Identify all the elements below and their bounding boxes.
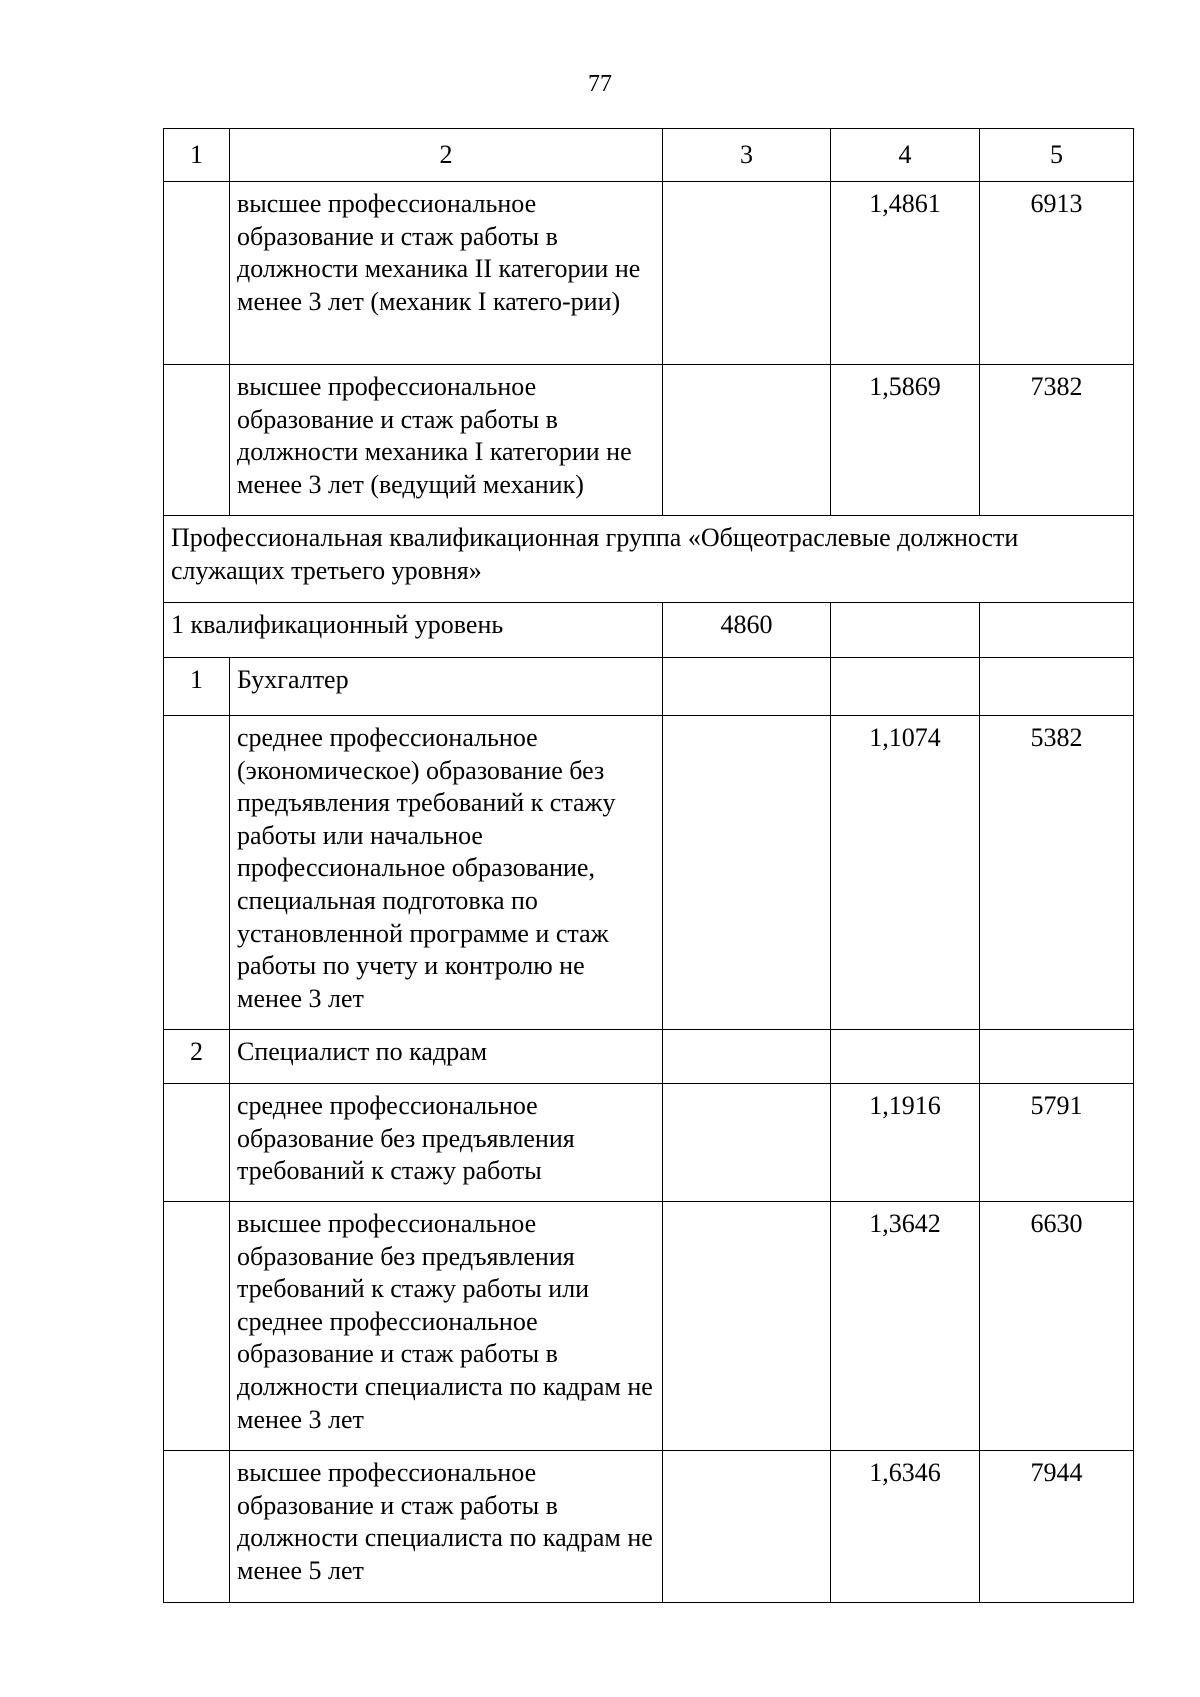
- coefficient-cell: 1,1074: [831, 716, 980, 1030]
- salary-cell: 6630: [980, 1202, 1134, 1451]
- level-row: [164, 603, 1134, 658]
- table-row: [164, 1451, 1134, 1603]
- requirement-cell: среднее профессиональное образование без предъявления требований к стажу работы: [230, 1084, 663, 1202]
- position-number: 1: [164, 658, 230, 716]
- table-row: [164, 716, 1134, 1030]
- position-title: Бухгалтер: [230, 658, 663, 716]
- coefficient-cell: 1,4861: [831, 182, 980, 365]
- group-row: [164, 516, 1134, 603]
- header-cell-4: 4: [831, 129, 980, 182]
- table-row: [164, 182, 1134, 365]
- num-cell: [164, 716, 230, 1030]
- salary-cell: [980, 1030, 1134, 1084]
- requirement-cell: высшее профессиональное образование без предъявления требований к стажу работы или среднее профессиональное образование и стаж работы в должности специалиста по кадрам не менее 3 лет: [230, 1202, 663, 1451]
- num-cell: [164, 1451, 230, 1603]
- salary-cell: 5382: [980, 716, 1134, 1030]
- requirement-cell: высшее профессиональное образование и стаж работы в должности механика I категории не менее 3 лет (ведущий механик): [230, 365, 663, 516]
- base-salary-cell: [663, 182, 831, 365]
- salary-cell: [980, 603, 1134, 658]
- base-salary-cell: [663, 716, 831, 1030]
- table-header-row: [164, 129, 1134, 182]
- salary-cell: [980, 658, 1134, 716]
- table-row: [164, 1084, 1134, 1202]
- requirement-cell: высшее профессиональное образование и стаж работы в должности механика II категории не менее 3 лет (механик I катего-рии): [230, 182, 663, 365]
- coefficient-cell: 1,1916: [831, 1084, 980, 1202]
- group-title: Профессиональная квалификационная группа «Общеотраслевые должности служащих третьего уровня»: [164, 516, 1134, 603]
- header-cell-3: 3: [663, 129, 831, 182]
- requirement-cell: среднее профессиональное (экономическое) образование без предъявления требований к стажу работы или начальное профессиональное образование, специальная подготовка по установленной программе и стаж работы по учету и контролю не менее 3 лет: [230, 716, 663, 1030]
- coefficient-cell: [831, 603, 980, 658]
- level-base-salary: 4860: [663, 603, 831, 658]
- header-cell-2: 2: [230, 129, 663, 182]
- header-cell-5: 5: [980, 129, 1134, 182]
- salary-cell: 5791: [980, 1084, 1134, 1202]
- num-cell: [164, 1084, 230, 1202]
- header-cell-1: 1: [164, 129, 230, 182]
- base-salary-cell: [663, 1030, 831, 1084]
- level-label: 1 квалификационный уровень: [164, 603, 663, 658]
- base-salary-cell: [663, 1451, 831, 1603]
- salary-cell: 7944: [980, 1451, 1134, 1603]
- position-title: Специалист по кадрам: [230, 1030, 663, 1084]
- num-cell: [164, 365, 230, 516]
- salary-cell: 6913: [980, 182, 1134, 365]
- salary-cell: 7382: [980, 365, 1134, 516]
- position-number: 2: [164, 1030, 230, 1084]
- table-row: [164, 365, 1134, 516]
- coefficient-cell: 1,5869: [831, 365, 980, 516]
- position-row: [164, 658, 1134, 716]
- base-salary-cell: [663, 1084, 831, 1202]
- table-row: [164, 1202, 1134, 1451]
- coefficient-cell: 1,3642: [831, 1202, 980, 1451]
- requirement-cell: высшее профессиональное образование и стаж работы в должности специалиста по кадрам не менее 5 лет: [230, 1451, 663, 1603]
- base-salary-cell: [663, 365, 831, 516]
- num-cell: [164, 182, 230, 365]
- coefficient-cell: [831, 658, 980, 716]
- num-cell: [164, 1202, 230, 1451]
- coefficient-cell: [831, 1030, 980, 1084]
- position-row: [164, 1030, 1134, 1084]
- coefficient-cell: 1,6346: [831, 1451, 980, 1603]
- salary-table: [163, 128, 1134, 1603]
- page-number: 77: [588, 71, 612, 97]
- base-salary-cell: [663, 658, 831, 716]
- base-salary-cell: [663, 1202, 831, 1451]
